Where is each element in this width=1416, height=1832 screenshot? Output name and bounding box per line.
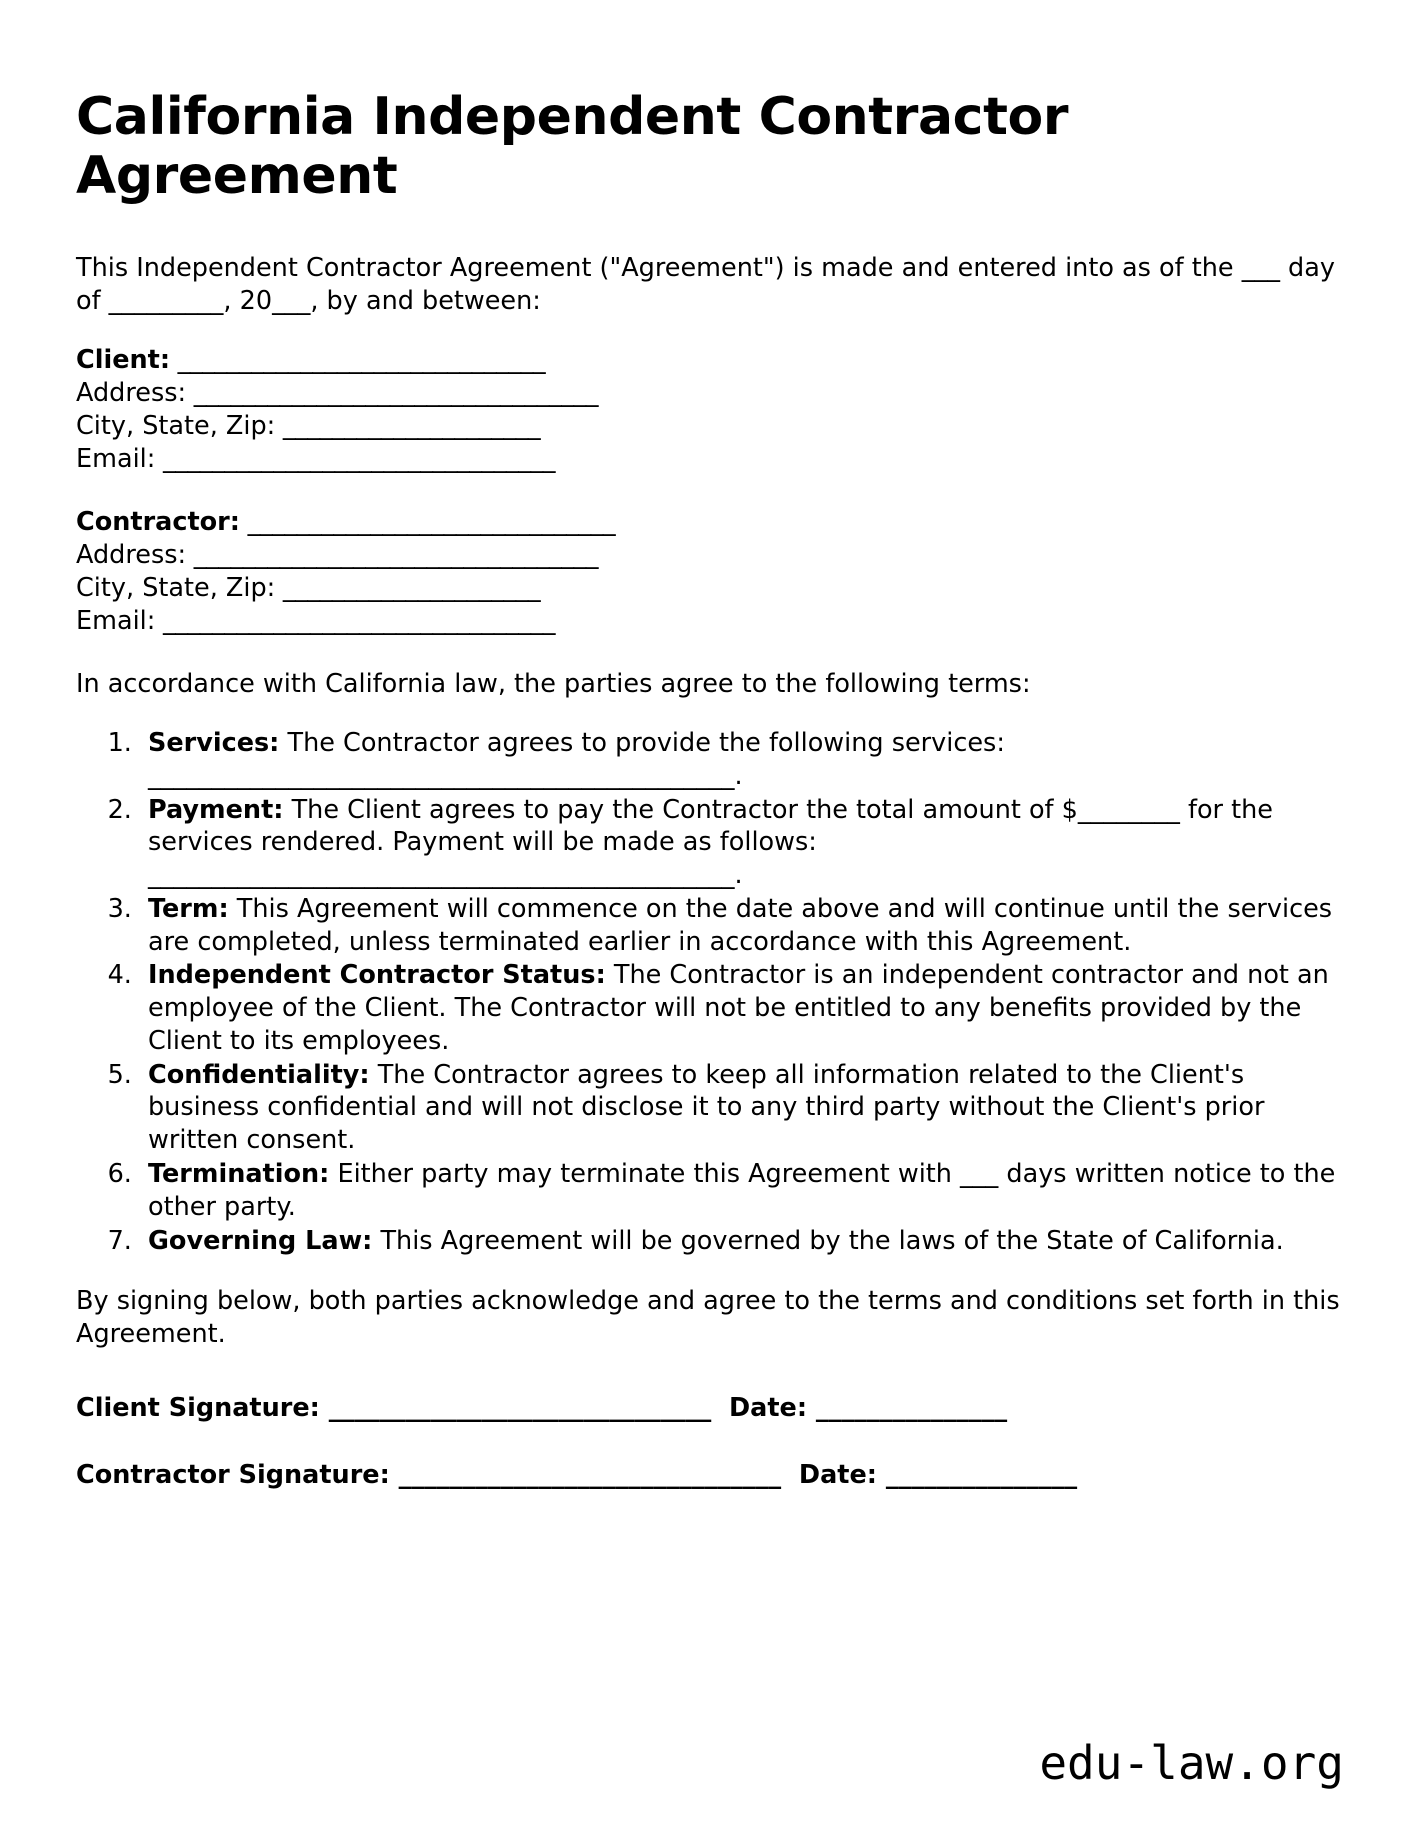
client-party-block	[76, 344, 1340, 476]
site-watermark: edu-law.org	[1039, 1736, 1344, 1790]
signature-block	[76, 1392, 1340, 1492]
client-address-label: Address:	[76, 377, 187, 408]
term-item	[140, 794, 1340, 892]
contractor-email-label: Email:	[76, 605, 156, 636]
contractor-city-label: City, State, Zip:	[76, 572, 276, 603]
contractor-address-row	[76, 539, 1340, 572]
term-name: Confidentiality:	[148, 1059, 370, 1090]
contractor-signature-line[interactable]: Contractor Signature: ______________________________ Date: _______________	[76, 1459, 1078, 1490]
term-item	[140, 1225, 1340, 1258]
contractor-party-block	[76, 506, 1340, 638]
client-name-label: Client:	[76, 344, 171, 375]
term-name: Payment:	[148, 794, 284, 825]
term-name: Services:	[148, 728, 280, 759]
client-name-row	[76, 344, 1340, 377]
term-item	[140, 893, 1340, 959]
closing-paragraph: By signing below, both parties acknowledge and agree to the terms and conditions set forth in this Agreement.	[76, 1286, 1340, 1350]
term-text: The Contractor is an independent contractor and not an employee of the Client. The Contractor will not be entitled to any benefits provided by the Client to its employees.	[148, 960, 1329, 1056]
term-item	[140, 1059, 1340, 1157]
intro-paragraph: This Independent Contractor Agreement ("Agreement") is made and entered into as of the ___ day of _________, 20___, by and between:	[76, 252, 1335, 316]
term-text: This Agreement will be governed by the laws of the State of California.	[372, 1225, 1284, 1256]
contractor-name-blank[interactable]: ______________________________	[239, 506, 616, 537]
term-name: Term:	[148, 893, 229, 924]
term-name: Governing Law:	[148, 1225, 373, 1256]
term-text: The Contractor agrees to provide the following services: ______________________________________________.	[148, 728, 1005, 791]
contractor-city-row	[76, 572, 1340, 605]
term-item	[140, 959, 1340, 1057]
contractor-email-row	[76, 605, 1340, 638]
client-signature-line[interactable]: Client Signature: ______________________________ Date: _______________	[76, 1392, 1008, 1423]
term-name: Termination:	[148, 1159, 330, 1189]
term-text: This Agreement will commence on the date above and will continue until the services are completed, unless terminated earlier in accordance with this Agreement.	[148, 893, 1333, 957]
page-title: California Independent Contractor Agreement	[76, 87, 1069, 206]
client-name-blank[interactable]: ______________________________	[170, 344, 546, 375]
client-address-row	[76, 377, 1340, 410]
contractor-name-label: Contractor:	[76, 506, 240, 537]
term-name: Independent Contractor Status:	[148, 960, 606, 991]
client-city-row	[76, 410, 1340, 443]
client-city-label: City, State, Zip:	[76, 410, 276, 441]
contractor-address-blank[interactable]: _________________________________	[186, 539, 599, 570]
term-item	[140, 1158, 1340, 1224]
term-text: The Contractor agrees to keep all information related to the Client's business confidential and will not disclose it to any third party without the Client's prior written consent.	[148, 1059, 1265, 1156]
client-address-blank[interactable]: _________________________________	[186, 377, 599, 408]
contractor-name-row	[76, 506, 1340, 539]
contractor-city-blank[interactable]: _____________________	[275, 572, 541, 603]
terms-list	[76, 727, 1340, 1257]
contractor-address-label: Address:	[76, 539, 187, 570]
contractor-email-blank[interactable]: ________________________________	[155, 605, 555, 636]
client-email-row	[76, 443, 1340, 476]
term-item	[140, 727, 1340, 793]
client-city-blank[interactable]: _____________________	[275, 410, 541, 441]
term-text: The Client agrees to pay the Contractor the total amount of $________ for the services rendered. Payment will be made as follows: ______________________________________________.	[148, 794, 1273, 891]
client-email-blank[interactable]: ________________________________	[155, 443, 555, 474]
client-email-label: Email:	[76, 443, 156, 474]
term-text: Either party may terminate this Agreement with ___ days written notice to the other party.	[148, 1159, 1336, 1222]
terms-intro-paragraph: In accordance with California law, the parties agree to the following terms:	[76, 668, 1031, 699]
